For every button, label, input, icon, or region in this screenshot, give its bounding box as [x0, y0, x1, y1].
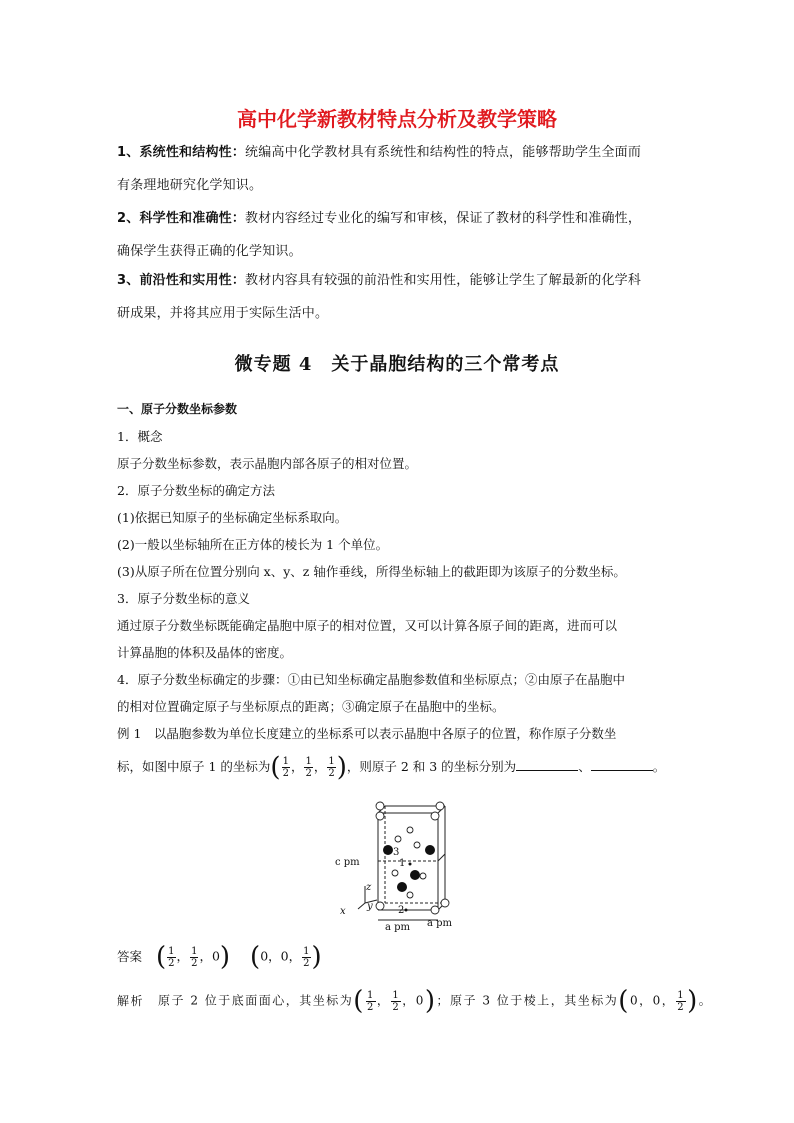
crystal-cell-figure	[335, 798, 465, 933]
label-a2: a pm	[427, 918, 453, 929]
paragraph-line: 计算晶胞的体积及晶体的密度。	[117, 645, 293, 660]
explanation-line: 解析 原子 2 位于底面面心，其坐标为( $\frac{1}{2}$ ， $\frac{1}{2}$ ，0)；原子 3 位于棱上，其坐标为(0，0， $\frac{1}{2}$ )。	[117, 986, 713, 1016]
answer-blank-1	[516, 756, 578, 771]
axis-x: x	[340, 906, 346, 917]
paragraph-line: 通过原子分数坐标既能确定晶胞中原子的相对位置，又可以计算各原子间的距离，进而可以	[117, 618, 618, 633]
example-line: 例 1 以晶胞参数为单位长度建立的坐标系可以表示晶胞中各原子的位置，称作原子分数坐	[117, 726, 617, 741]
red-title: 高中化学新教材特点分析及教学策略	[237, 107, 557, 131]
explanation-label: 解析	[117, 993, 145, 1008]
topic-title: 微专题 4 关于晶胞结构的三个常考点	[234, 354, 560, 375]
paragraph-line: 2．原子分数坐标的确定方法	[117, 483, 275, 498]
label-c: c pm	[335, 857, 360, 868]
fraction: $\frac{1}{2}$	[328, 756, 335, 779]
axis-y: y	[367, 901, 373, 912]
answer-line: 答案 ( $\frac{1}{2}$ ， $\frac{1}{2}$ ，0) (0，0， $\frac{1}{2}$ )	[117, 942, 322, 972]
example-line-2: 标，如图中原子 1 的坐标为( $\frac{1}{2}$ ， $\frac{1}{2}$ ， $\frac{1}{2}$ )，则原子 2 和 3 的坐标分别为 、 。	[117, 752, 666, 783]
paragraph-line: 的相对位置确定原子与坐标原点的距离；③确定原子在晶胞中的坐标。	[117, 699, 505, 714]
label-atom2: 2	[398, 905, 405, 916]
label-atom1: 1	[399, 858, 406, 869]
paragraph-line: 4．原子分数坐标确定的步骤：①由已知坐标确定晶胞参数值和坐标原点；②由原子在晶胞中	[117, 672, 625, 687]
fraction: $\frac{1}{2}$	[282, 756, 289, 779]
paragraph-line: 3．原子分数坐标的意义	[117, 591, 250, 606]
intro-item-2: 2、科学性和准确性：教材内容经过专业化的编写和审核，保证了教材的科学性和准确性， 确保学生获得正确的化学知识。	[117, 211, 642, 259]
paragraph-line: 原子分数坐标参数，表示晶胞内部各原子的相对位置。	[117, 456, 418, 471]
intro-label: 1、系统性和结构性：	[117, 145, 246, 160]
answer-label: 答案	[117, 948, 143, 964]
axis-z: z	[366, 882, 372, 893]
intro-item-1: 1、系统性和结构性：统编高中化学教材具有系统性和结构性的特点，能够帮助学生全面而 有条理地研究化学知识。	[117, 145, 642, 193]
intro-label: 2、科学性和准确性：	[117, 211, 246, 226]
intro-label: 3、前沿性和实用性：	[117, 273, 246, 288]
intro-item-3: 3、前沿性和实用性：教材内容具有较强的前沿性和实用性，能够让学生了解最新的化学科 研成果，并将其应用于实际生活中。	[117, 273, 642, 321]
section-body	[117, 396, 687, 787]
label-a1: a pm	[385, 922, 411, 933]
paragraph-line: (3)从原子所在位置分别向 x、y、z 轴作垂线，所得坐标轴上的截距即为该原子的分数坐标。	[117, 564, 626, 579]
paragraph-line: (2)一般以坐标轴所在正方体的棱长为 1 个单位。	[117, 537, 389, 552]
fraction: $\frac{1}{2}$	[305, 756, 312, 779]
section-heading: 一、原子分数坐标参数	[117, 402, 238, 416]
paragraph-line: (1)依据已知原子的坐标确定坐标系取向。	[117, 510, 348, 525]
answer-blank-2	[591, 756, 653, 771]
paragraph-line: 1．概念	[117, 429, 163, 444]
label-atom3: 3	[393, 847, 400, 858]
